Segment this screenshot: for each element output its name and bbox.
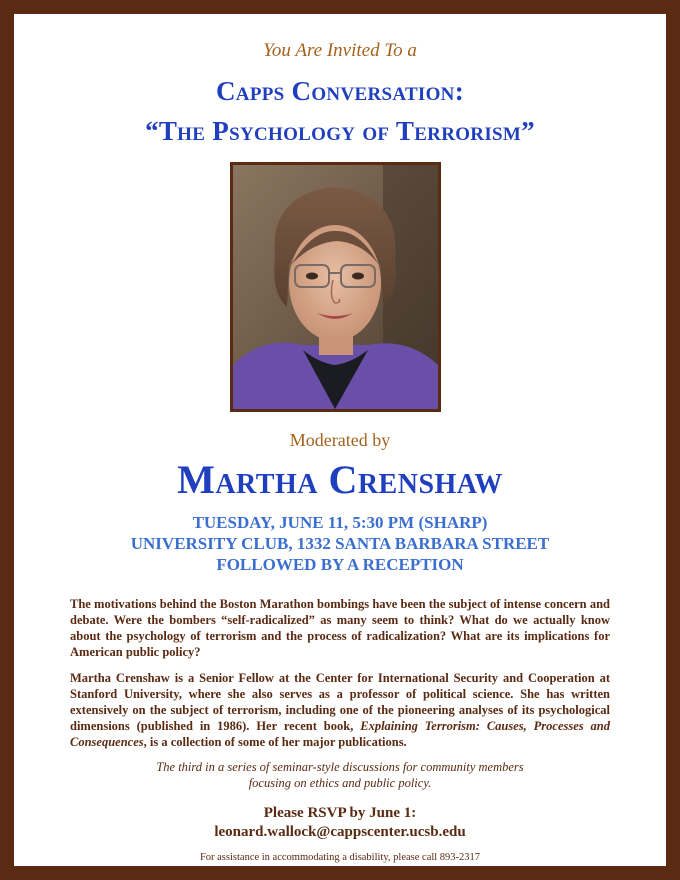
accessibility-note: For assistance in accommodating a disability, please call 893-2317 (199, 852, 481, 863)
bio-text-end: , is a collection of some of her major publications. (143, 735, 407, 749)
speaker-name: Martha Crenshaw (177, 457, 503, 502)
rsvp-block (14, 804, 666, 842)
invitation-line: You Are Invited To a (263, 40, 417, 61)
event-location: UNIVERSITY CLUB, 1332 SANTA BARBARA STREET (130, 534, 550, 553)
series-line-2: focusing on ethics and public policy. (248, 776, 432, 790)
moderated-by-label: Moderated by (289, 430, 391, 450)
speaker-photo (230, 162, 441, 412)
event-reception: FOLLOWED BY A RECEPTION (216, 555, 464, 574)
bio-paragraph (70, 670, 610, 750)
invitation-card (14, 14, 666, 866)
series-line-1: The third in a series of seminar-style discussions for community members (156, 760, 524, 774)
event-title-line1: Capps Conversation: (216, 76, 464, 106)
rsvp-email-link[interactable]: leonard.wallock@cappscenter.ucsb.edu (214, 824, 466, 840)
event-title-line2: “The Psychology of Terrorism” (145, 116, 535, 146)
bio-text-start: Martha Crenshaw is a Senior Fellow at the Center for International Security and Cooperation at Stanford University, where she also serves as a professor of political science. She has written extensively on the subject of terrorism, including one of the pioneering analyses of its psychological dimensions (published in 1986). Her recent book, (70, 671, 610, 733)
rsvp-label: Please RSVP by June 1: (263, 805, 417, 821)
series-note (14, 759, 666, 791)
book-title: Explaining Terrorism: Causes, Processes and Consequences (70, 719, 610, 749)
event-datetime: TUESDAY, JUNE 11, 5:30 PM (SHARP) (192, 513, 488, 532)
event-details (14, 512, 666, 575)
intro-paragraph: The motivations behind the Boston Marathon bombings have been the subject of intense concern and debate. Were the bombers “self-radicalized” as many seem to think? What do we actually know about the psychology of terrorism and the process of radicalization? What are its implications for American public policy? (70, 597, 610, 659)
